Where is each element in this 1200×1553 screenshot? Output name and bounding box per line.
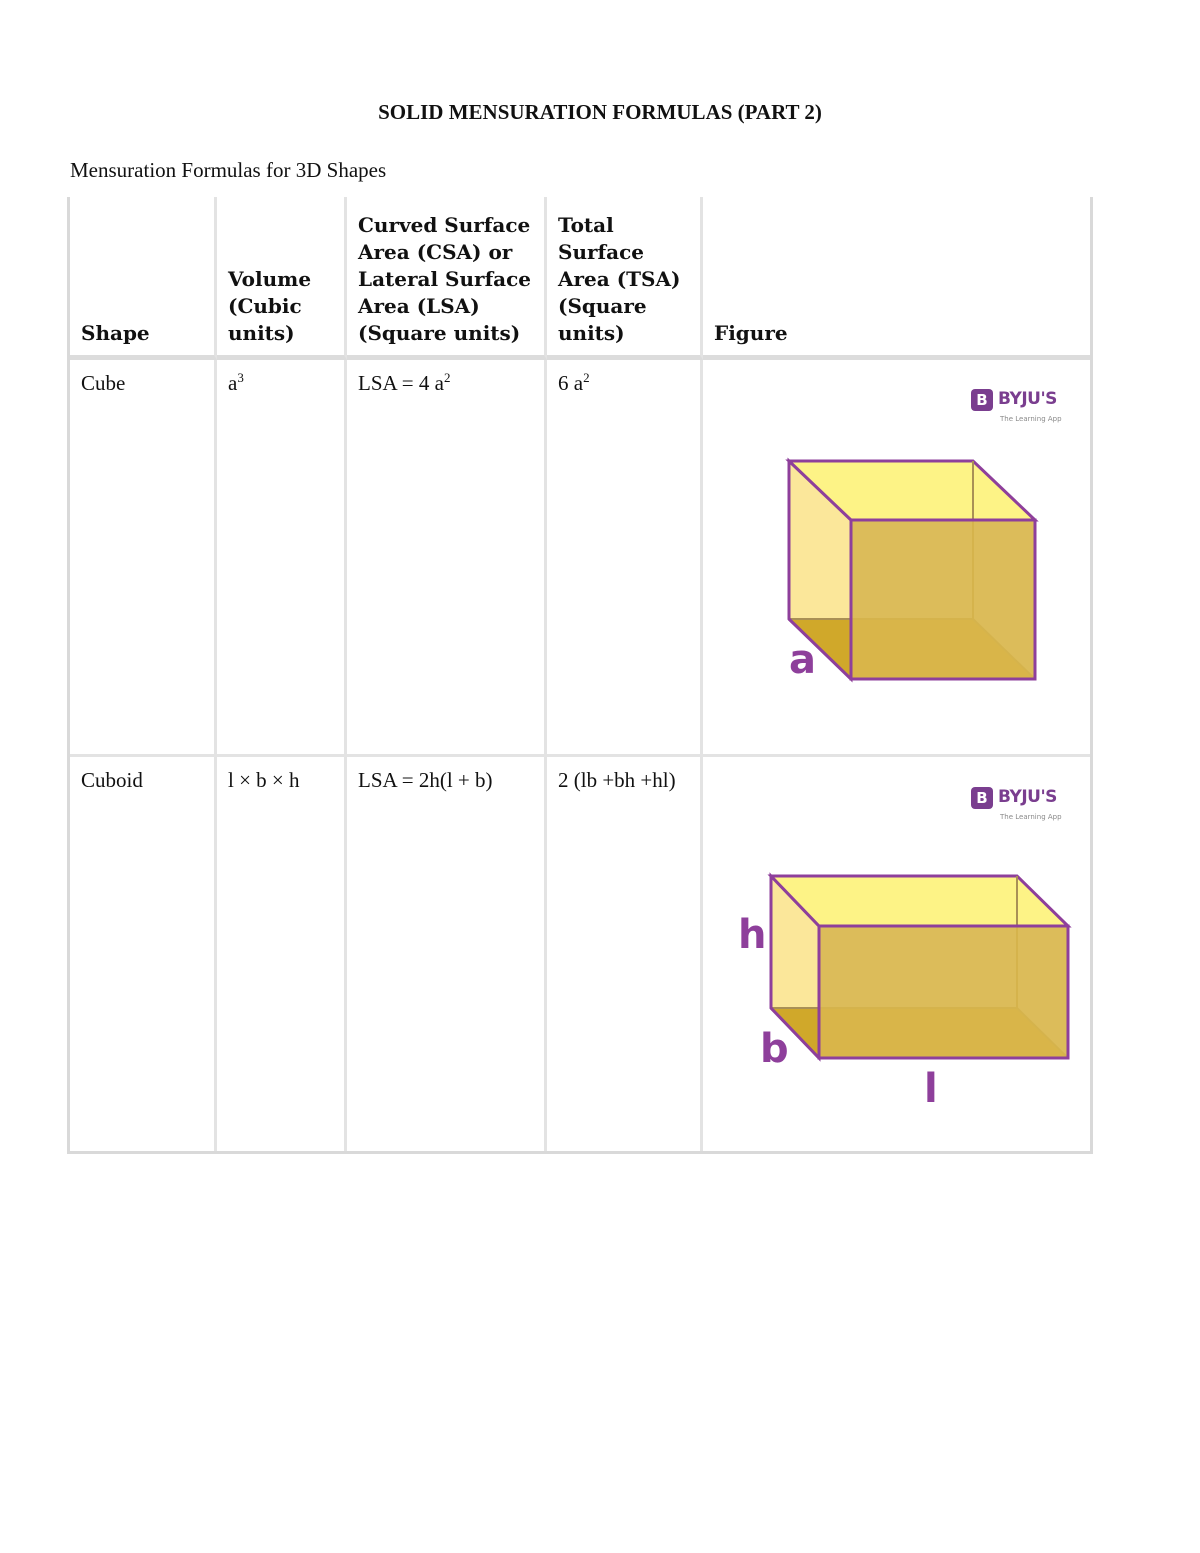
tsa-base: 6 a bbox=[558, 371, 584, 395]
logo-tagline: The Learning App bbox=[1000, 415, 1062, 423]
cell-csa bbox=[347, 360, 547, 757]
cell-figure-cube bbox=[703, 360, 1090, 757]
header-volume: Volume (Cubic units) bbox=[217, 197, 347, 360]
label-b: b bbox=[760, 1026, 789, 1072]
cell-shape: Cube bbox=[70, 360, 217, 757]
cell-tsa bbox=[547, 360, 703, 757]
cuboid-figure bbox=[703, 757, 1101, 1147]
volume-exponent: 3 bbox=[237, 370, 244, 385]
table-row-cuboid bbox=[70, 757, 1090, 1151]
document-title: SOLID MENSURATION FORMULAS (PART 2) bbox=[378, 100, 822, 124]
header-figure: Figure bbox=[703, 197, 1090, 360]
tsa-exponent: 2 bbox=[583, 370, 590, 385]
label-a: a bbox=[789, 637, 816, 683]
cell-volume bbox=[217, 360, 347, 757]
cube-front-face bbox=[851, 520, 1035, 679]
logo-text: BYJU'S bbox=[998, 787, 1057, 807]
header-csa: Curved Surface Area (CSA) or Lateral Surface Area (LSA) (Square units) bbox=[347, 197, 547, 360]
csa-exponent: 2 bbox=[443, 370, 451, 385]
cube-figure bbox=[703, 360, 1101, 750]
header-tsa: Total Surface Area (TSA) (Square units) bbox=[547, 197, 703, 360]
cell-csa: LSA = 2h(l + b) bbox=[347, 757, 547, 1151]
volume-base: a bbox=[228, 371, 238, 395]
header-row bbox=[70, 197, 1090, 360]
table-row-cube bbox=[70, 360, 1090, 757]
cell-figure-cuboid bbox=[703, 757, 1090, 1151]
document-subtitle: Mensuration Formulas for 3D Shapes bbox=[70, 158, 387, 182]
csa-base: LSA = 4 a bbox=[358, 371, 444, 395]
logo-text: BYJU'S bbox=[998, 389, 1057, 409]
cuboid-top-face bbox=[771, 876, 1068, 926]
cell-tsa: 2 (lb +bh +hl) bbox=[547, 757, 703, 1151]
byjus-badge-icon: B bbox=[971, 389, 993, 411]
cell-shape: Cuboid bbox=[70, 757, 217, 1151]
label-h: h bbox=[738, 912, 767, 958]
label-l: l bbox=[924, 1066, 938, 1112]
header-shape: Shape bbox=[70, 197, 217, 360]
byjus-badge-icon: B bbox=[971, 787, 993, 809]
cell-volume: l × b × h bbox=[217, 757, 347, 1151]
formulas-table bbox=[67, 197, 1093, 1154]
logo-tagline: The Learning App bbox=[1000, 813, 1062, 821]
cuboid-front-face bbox=[819, 926, 1068, 1058]
